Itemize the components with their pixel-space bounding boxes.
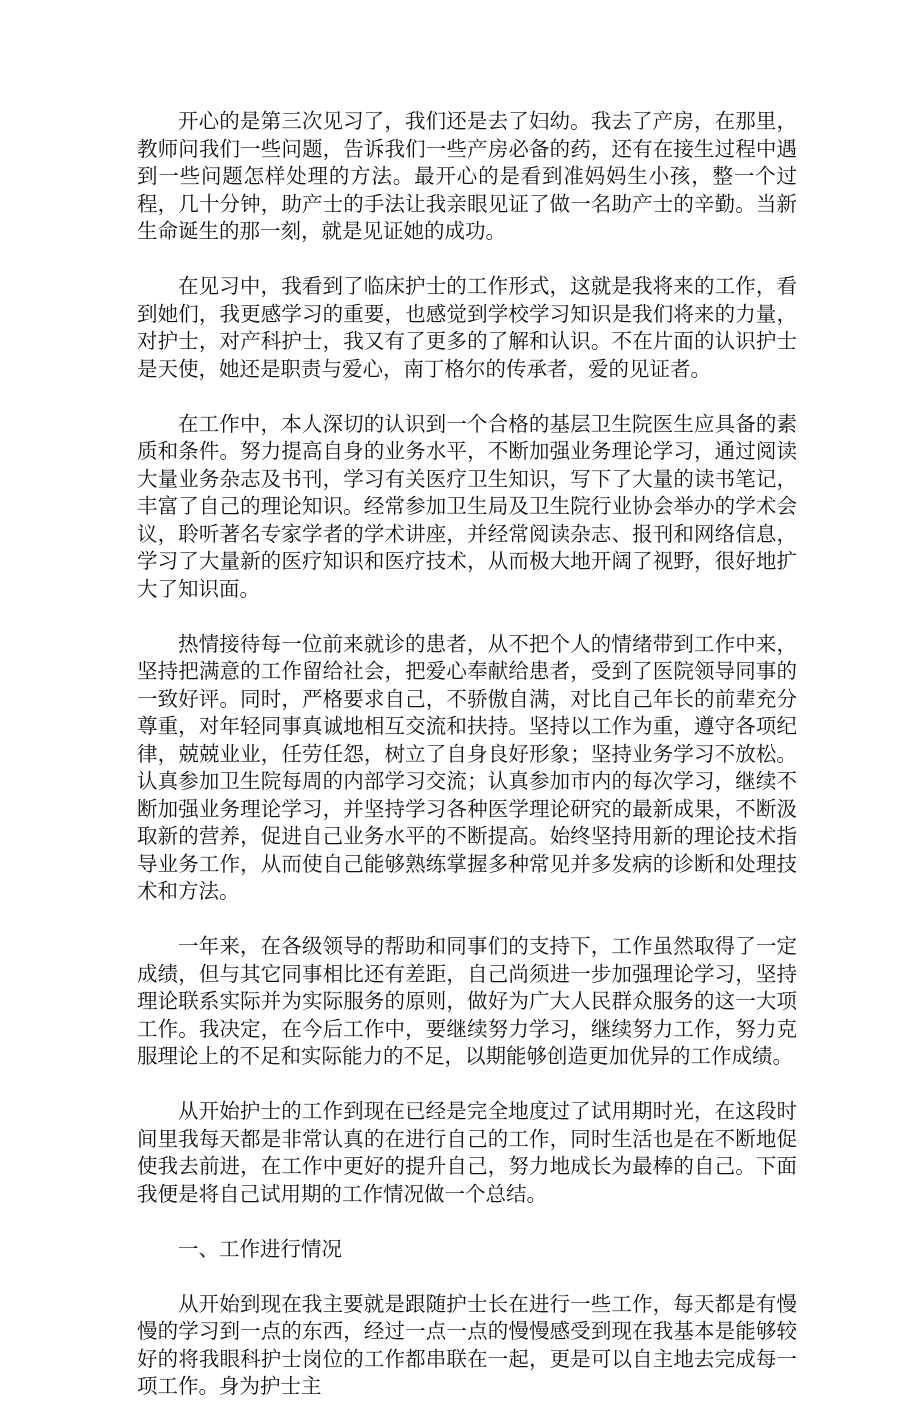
paragraph-year-summary: 一年来，在各级领导的帮助和同事们的支持下，工作虽然取得了一定成绩，但与其它同事相比还有差距，自己尚须进一步加强理论学习，坚持理论联系实际并为实际服务的原则，做好为广大人民群众服务的这一大项工作。我决定，在今后工作中，要继续努力学习，继续努力工作，努力克服理论上的不足和实际能力的不足，以期能够创造更加优异的工作成绩。: [137, 934, 797, 1068]
paragraph-work-progress: 从开始到现在我主要就是跟随护士长在进行一些工作，每天都是有慢慢的学习到一点的东西，经过一点一点的慢慢感受到现在我基本是能够较好的将我眼科护士岗位的工作都串联在一起，更是可以自主地去完成每一项工作。身为护士主: [137, 1291, 797, 1398]
paragraph-clinical-nursing: 在见习中，我看到了临床护士的工作形式，这就是我将来的工作，看到她们，我更感学习的重要，也感觉到学校学习知识是我们将来的力量，对护士，对产科护士，我又有了更多的了解和认识。不在片面的认识护士是天使，她还是职责与爱心，南丁格尔的传承者，爱的见证者。: [137, 274, 797, 381]
section-heading: 一、工作进行情况: [178, 1236, 342, 1261]
paragraph-observation-delivery-room: 开心的是第三次见习了，我们还是去了妇幼。我去了产房，在那里，教师问我们一些问题，告诉我们一些产房必备的药，还有在接生过程中遇到一些问题怎样处理的方法。最开心的是看到准妈妈生小孩，整一个过程，几十分钟，助产士的手法让我亲眼见证了做一名助产士的辛勤。当新生命诞生的那一刻，就是见证她的成功。: [137, 109, 797, 243]
paragraph-professional-study: 在工作中，本人深切的认识到一个合格的基层卫生院医生应具备的素质和条件。努力提高自身的业务水平，不断加强业务理论学习，通过阅读大量业务杂志及书刊，学习有关医疗卫生知识，写下了大量的读书笔记，丰富了自己的理论知识。经常参加卫生局及卫生院行业协会举办的学术会议，聆听著名专家学者的学术讲座，并经常阅读杂志、报刊和网络信息，学习了大量新的医疗知识和医疗技术，从而极大地开阔了视野，很好地扩大了知识面。: [137, 411, 797, 601]
document-body: [137, 108, 797, 1428]
paragraph-patient-care: 热情接待每一位前来就诊的患者，从不把个人的情绪带到工作中来，坚持把满意的工作留给社会，把爱心奉献给患者，受到了医院领导同事的一致好评。同时，严格要求自己，不骄傲自满，对比自己年长的前辈充分尊重，对年轻同事真诚地相互交流和扶持。坚持以工作为重，遵守各项纪律，兢兢业业，任劳任怨，树立了自身良好形象；坚持业务学习不放松。认真参加卫生院每周的内部学习交流；认真参加市内的每次学习，继续不断加强业务理论学习，并坚持学习各种医学理论研究的最新成果，不断汲取新的营养，促进自己业务水平的不断提高。始终坚持用新的理论技术指导业务工作，从而使自己能够熟练掌握多种常见并多发病的诊断和处理技术和方法。: [137, 631, 797, 903]
paragraph-probation-intro: 从开始护士的工作到现在已经是完全地度过了试用期时光，在这段时间里我每天都是非常认真的在进行自己的工作，同时生活也是在不断地促使我去前进，在工作中更好的提升自己，努力地成长为最棒的自己。下面我便是将自己试用期的工作情况做一个总结。: [137, 1099, 797, 1206]
